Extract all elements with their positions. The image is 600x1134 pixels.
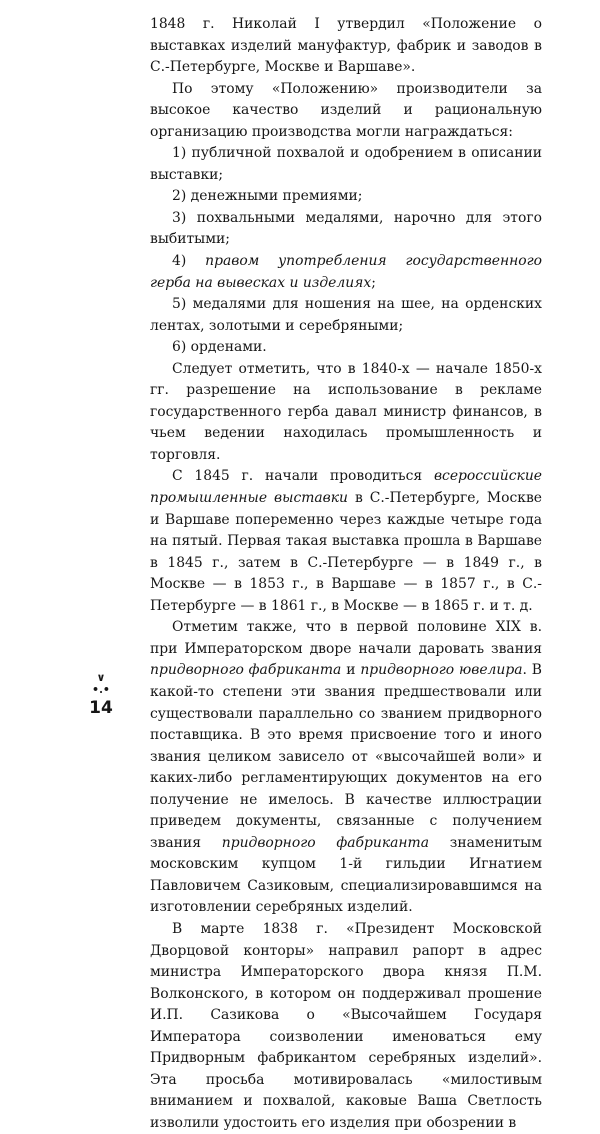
text-run: С 1845 г. начали проводиться — [172, 468, 434, 485]
text-run: В марте 1838 г. «Президент Московской Дворцовой конторы» направил рапорт в адрес министра Императорского двора князя П.М. Волконского, в котором он поддерживал прошение И.П. Сазикова о «Высочайшем Государя Императора соизволении именоваться ему Придворным фабрикантом серебряных изделий». Эта просьба мотивировалась «милостивым вниманием и похвалой, каковые Ваша Светлость изволили удостоить его изделия при обозрении в — [150, 920, 542, 1131]
list-item — [150, 186, 542, 208]
list-item — [150, 208, 542, 251]
text-run: 3) похвальными медалями, нарочно для этого выбитыми; — [150, 209, 542, 248]
ornament-icon: ∨ •.• — [92, 671, 110, 696]
text-run: Отметим также, что в первой половине XIX в. при Императорском дворе начали даровать звания — [150, 619, 542, 657]
list-item — [150, 337, 542, 359]
italic-phrase: всероссийские промышленные выставки — [150, 468, 542, 507]
italic-phrase: правом употребления государственного герба на вывесках и изделиях — [150, 253, 542, 291]
paragraph — [150, 79, 542, 144]
text-run: 4) — [172, 253, 206, 270]
text-run: 2) денежными премиями; — [172, 188, 363, 205]
paragraph — [150, 14, 542, 79]
page-number: 14 — [89, 698, 113, 718]
text-run: и — [341, 662, 361, 679]
list-item — [150, 251, 542, 294]
text-run: 5) медалями для ношения на шее, на орденских лентах, золотыми и серебряными; — [150, 296, 542, 334]
italic-phrase: придворного фабриканта — [221, 834, 430, 851]
italic-phrase: придворного ювелира — [360, 662, 523, 679]
text-run: ; — [371, 274, 376, 291]
paragraph — [150, 617, 542, 919]
list-item — [150, 294, 542, 337]
text-run: По этому «Положению» производители за высокое качество изделий и рациональную организацию производства могли награждаться: — [150, 80, 542, 140]
italic-phrase: придворного фабриканта — [150, 662, 342, 679]
body-text — [150, 14, 542, 1134]
paragraph — [150, 466, 542, 617]
paragraph — [150, 919, 542, 1134]
text-run: Следует отметить, что в 1840-х — начале 1850-х гг. разрешение на использование в рекламе государственного герба давал министр финансов, в чьем ведении находилась промышленность и торговля. — [150, 360, 542, 463]
folio — [86, 672, 116, 718]
text-run: в С.-Петербурге, Москве и Варшаве попеременно через каждые четыре года на пятый. Первая такая выставка прошла в Варшаве в 1845 г., затем в С.-Петербурге — в 1849 г., в Москве — в 1853 г., в Варшаве — в 1857 г., в С.-Петербурге — в 1861 г., в Москве — в 1865 г. и т. д. — [150, 490, 542, 614]
text-run: 6) орденами. — [172, 339, 267, 356]
text-run: . В какой-то степени эти звания предшествовали или существовали параллельно со званием придворного поставщика. В это время присвоение того и иного звания целиком зависело от «высочайшей воли» и каких-либо регламентирующих документов на его получение не имелось. В качестве иллюстрации приведем документы, связанные с получением звания — [150, 662, 542, 851]
text-run: 1848 г. Николай I утвердил «Положение о выставках изделий мануфактур, фабрик и заводов в С.-Петербурге, Москве и Варшаве». — [150, 16, 542, 76]
text-run: 1) публичной похвалой и одобрением в описании выставки; — [150, 145, 542, 183]
text-run: знаменитым московским купцом 1-й гильдии Игнатием Павловичем Сазиковым, специализировавшимся на изготовлении серебряных изделий. — [150, 834, 543, 916]
list-item — [150, 143, 542, 186]
paragraph — [150, 359, 542, 467]
